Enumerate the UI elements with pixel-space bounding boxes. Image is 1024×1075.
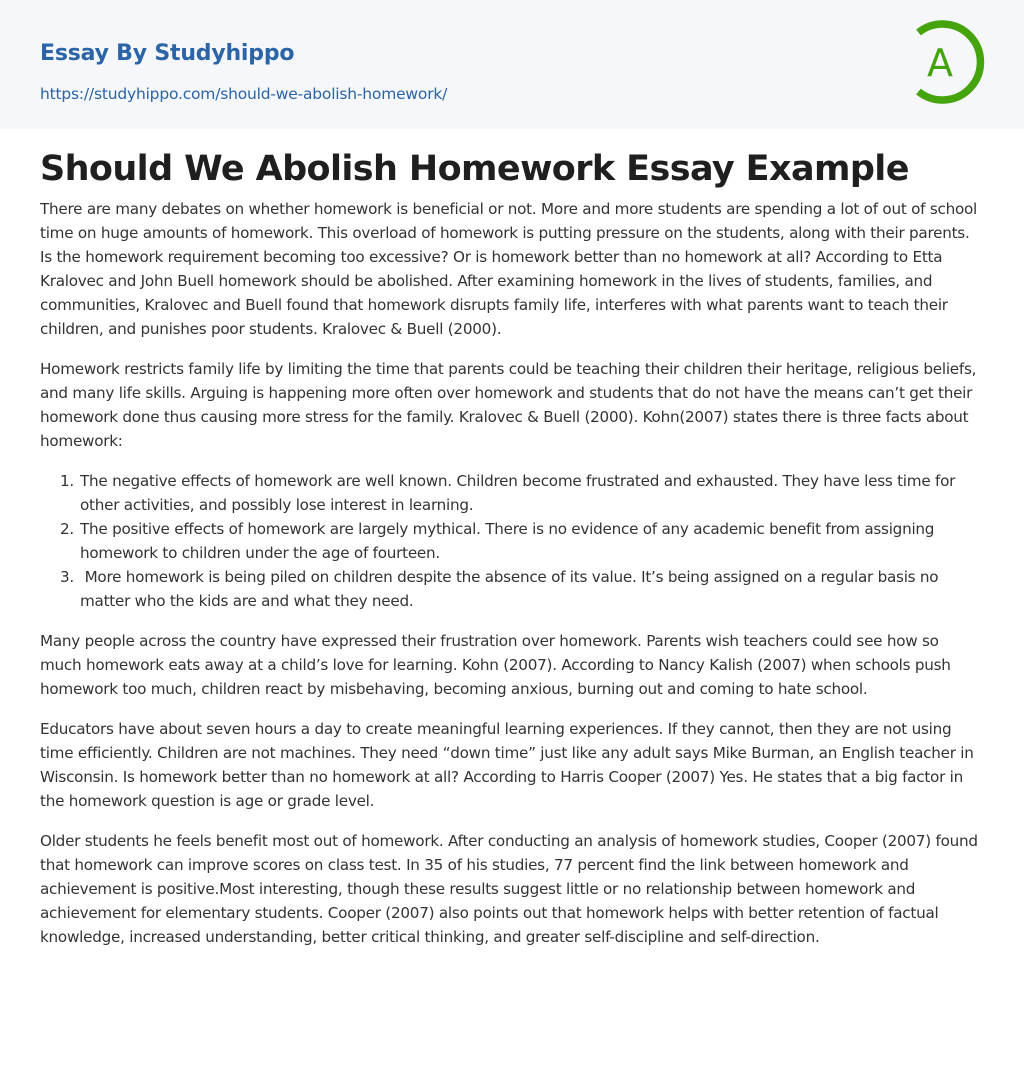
brand-title: Essay By Studyhippo [40,41,295,66]
list-item-text: The negative effects of homework are well known. Children become frustrated and exhausted. They have less time for other activities, and possibly lose interest in learning. [80,472,956,514]
source-url-link[interactable]: https://studyhippo.com/should-we-abolish-homework/ [40,85,448,103]
logo-letter: A [927,41,953,85]
list-number: 1. [60,472,74,490]
list-item [40,469,984,517]
paragraph: Educators have about seven hours a day to create meaningful learning experiences. If they cannot, then they are not using time efficiently. Children are not machines. They need “down time” just like any adult says Mike Burman, an English teacher in Wisconsin. Is homework better than no homework at all? According to Harris Cooper (2007) Yes. He states that a big factor in the homework question is age or grade level. [40,720,974,810]
article-title: Should We Abolish Homework Essay Example [40,149,909,189]
paragraph: Homework restricts family life by limiting the time that parents could be teaching their children their heritage, religious beliefs, and many life skills. Arguing is happening more often over homework and students that do not have the means can’t get their homework done thus causing more stress for the family. Kralovec & Buell (2000). Kohn(2007) states there is three facts about homework: [40,360,977,450]
list-item-text: More homework is being piled on children despite the absence of its value. It’s being assigned on a regular basis no matter who the kids are and what they need. [80,568,943,610]
page-header [0,0,1024,129]
studyhippo-logo-icon[interactable] [906,18,990,106]
paragraph: Many people across the country have expressed their frustration over homework. Parents wish teachers could see how so much homework eats away at a child’s love for learning. Kohn (2007). According to Nancy Kalish (2007) when schools push homework too much, children react by misbehaving, becoming anxious, burning out and coming to hate school. [40,632,951,698]
list-item [40,517,984,565]
paragraph: There are many debates on whether homework is beneficial or not. More and more students are spending a lot of out of school time on huge amounts of homework. This overload of homework is putting pressure on the students, along with their parents. Is the homework requirement becoming too excessive? Or is homework better than no homework at all? According to Etta Kralovec and John Buell homework should be abolished. After examining homework in the lives of students, families, and communities, Kralovec and Buell found that homework disrupts family life, interferes with what parents want to teach their children, and punishes poor students. Kralovec & Buell (2000). [40,200,978,338]
paragraph: Older students he feels benefit most out of homework. After conducting an analysis of homework studies, Cooper (2007) found that homework can improve scores on class test. In 35 of his studies, 77 percent find the link between homework and achievement is positive.Most interesting, though these results suggest little or no relationship between homework and achievement for elementary students. Cooper (2007) also points out that homework helps with better retention of factual knowledge, increased understanding, better critical thinking, and greater self-discipline and self-direction. [40,832,978,946]
list-number: 2. [60,520,74,538]
facts-list [40,469,984,613]
article [0,147,1024,949]
list-item-text: The positive effects of homework are largely mythical. There is no evidence of any academic benefit from assigning homework to children under the age of fourteen. [80,520,935,562]
list-item [40,565,984,613]
list-number: 3. [60,568,74,586]
